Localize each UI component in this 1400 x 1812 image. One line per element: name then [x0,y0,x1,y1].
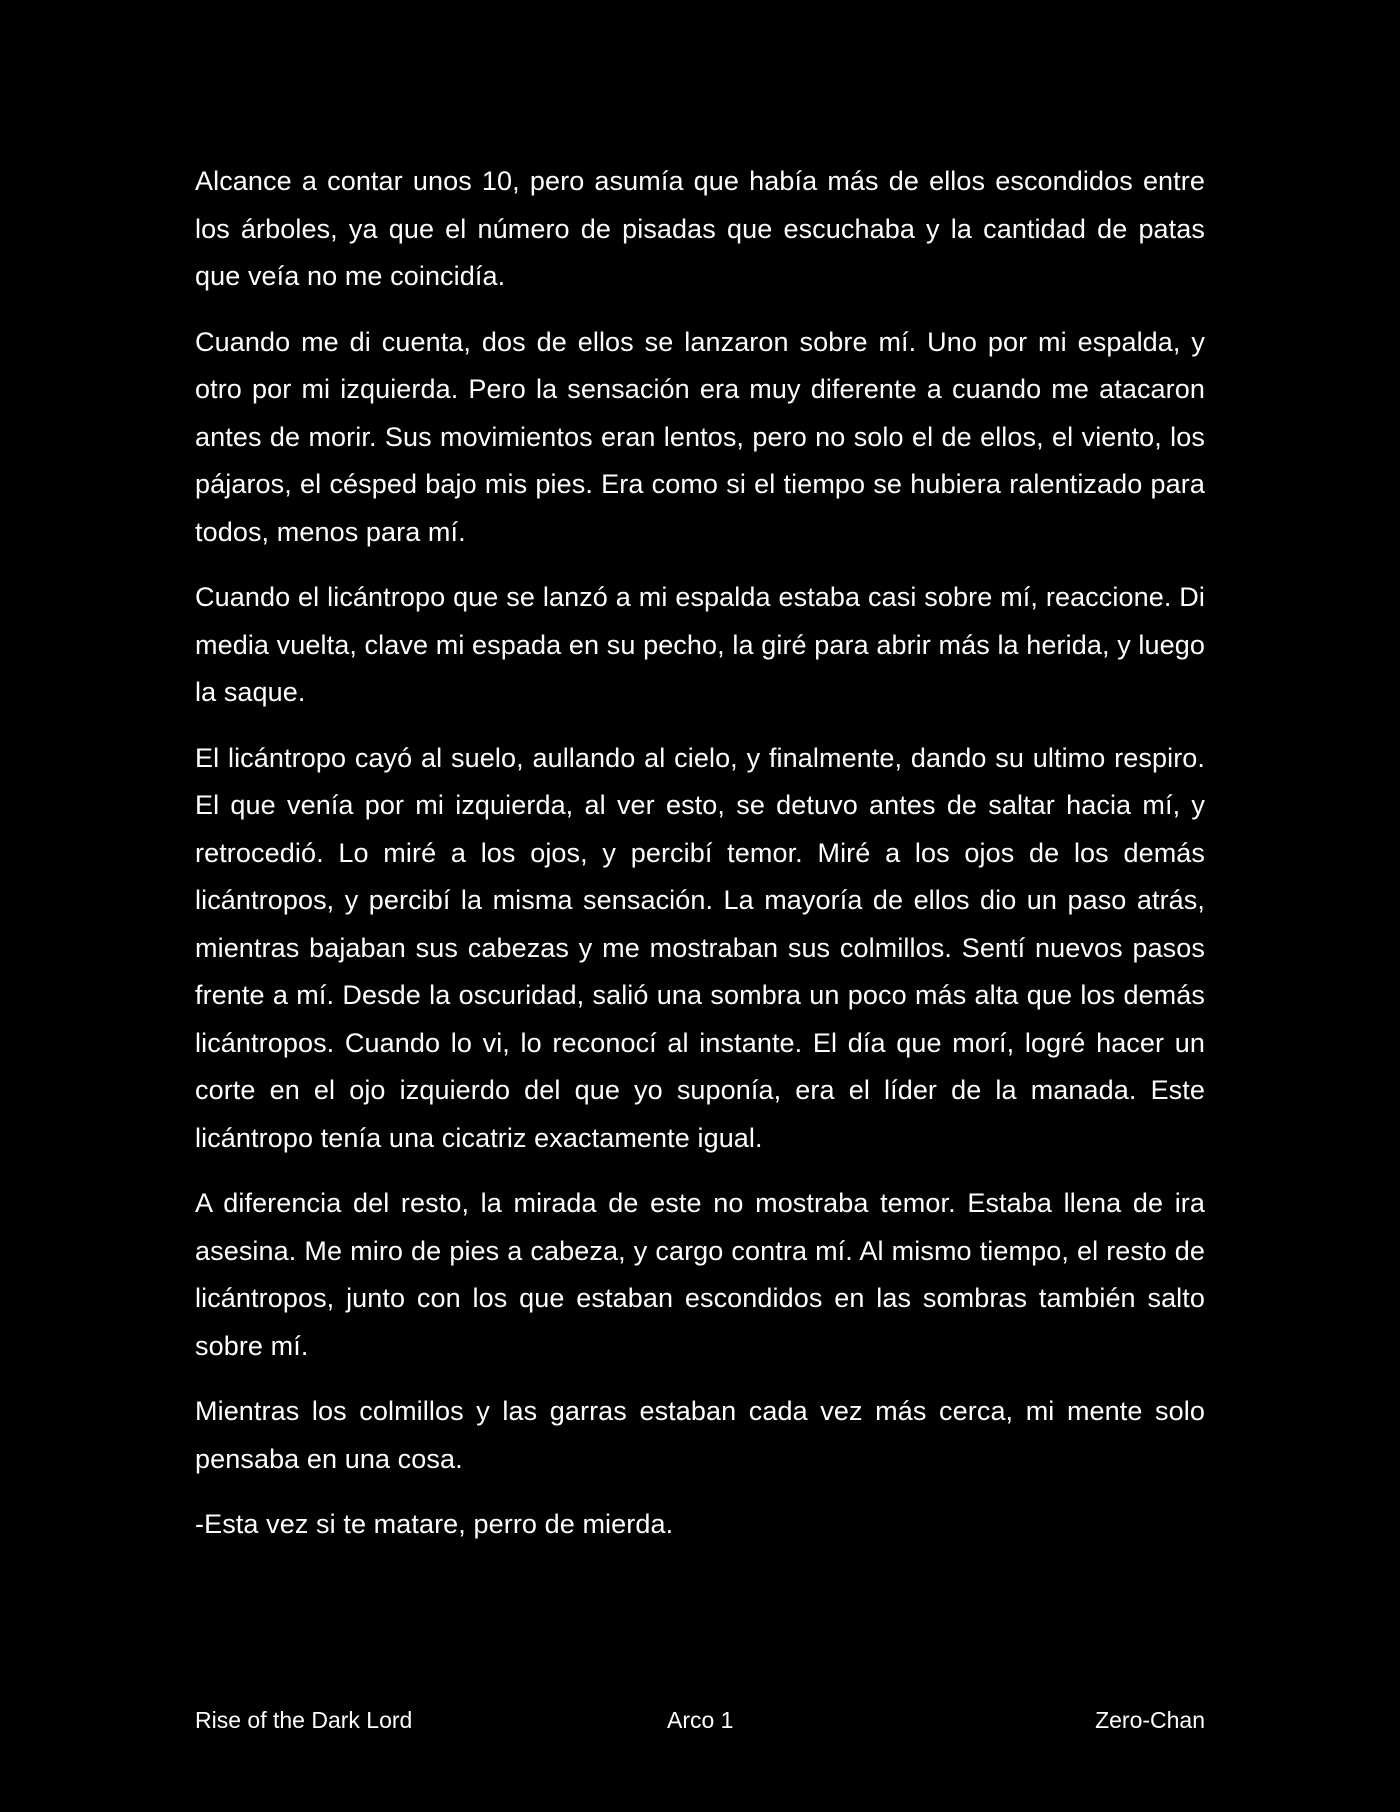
paragraph-7: -Esta vez si te matare, perro de mierda. [195,1509,674,1539]
paragraph-6: Mientras los colmillos y las garras estaban cada vez más cerca, mi mente solo pensaba en una cosa. [195,1396,1205,1474]
paragraph-2: Cuando me di cuenta, dos de ellos se lanzaron sobre mí. Uno por mi espalda, y otro por mi izquierda. Pero la sensación era muy diferente a cuando me atacaron antes de morir. Sus movimientos eran lentos, pero no solo el de ellos, el viento, los pájaros, el césped bajo mis pies. Era como si el tiempo se hubiera ralentizado para todos, menos para mí. [195,326,1205,547]
footer-book-title: Rise of the Dark Lord [195,1707,413,1733]
document-body [195,158,1205,1567]
footer-arc-label: Arco 1 [667,1707,734,1733]
page-footer [195,1704,1205,1736]
paragraph-4: El licántropo cayó al suelo, aullando al cielo, y finalmente, dando su ultimo respiro. El que venía por mi izquierda, al ver esto, se detuvo antes de saltar hacia mí, y retrocedió. Lo miré a los ojos, y percibí temor. Miré a los ojos de los demás licántropos, y percibí la misma sensación. La mayoría de ellos dio un paso atrás, mientras bajaban sus cabezas y me mostraban sus colmillos. Sentí nuevos pasos frente a mí. Desde la oscuridad, salió una sombra un poco más alta que los demás licántropos. Cuando lo vi, lo reconocí al instante. El día que morí, logré hacer un corte en el ojo izquierdo del que yo suponía, era el líder de la manada. Este licántropo tenía una cicatriz exactamente igual. [195,742,1205,1153]
paragraph-5: A diferencia del resto, la mirada de este no mostraba temor. Estaba llena de ira asesina. Me miro de pies a cabeza, y cargo contra mí. Al mismo tiempo, el resto de licántropos, junto con los que estaban escondidos en las sombras también salto sobre mí. [195,1188,1205,1361]
paragraph-3: Cuando el licántropo que se lanzó a mi espalda estaba casi sobre mí, reaccione. Di media vuelta, clave mi espada en su pecho, la giré para abrir más la herida, y luego la saque. [195,582,1205,707]
footer-author: Zero-Chan [1095,1707,1205,1733]
paragraph-1: Alcance a contar unos 10, pero asumía que había más de ellos escondidos entre los árboles, ya que el número de pisadas que escuchaba y la cantidad de patas que veía no me coincidía. [195,166,1205,291]
